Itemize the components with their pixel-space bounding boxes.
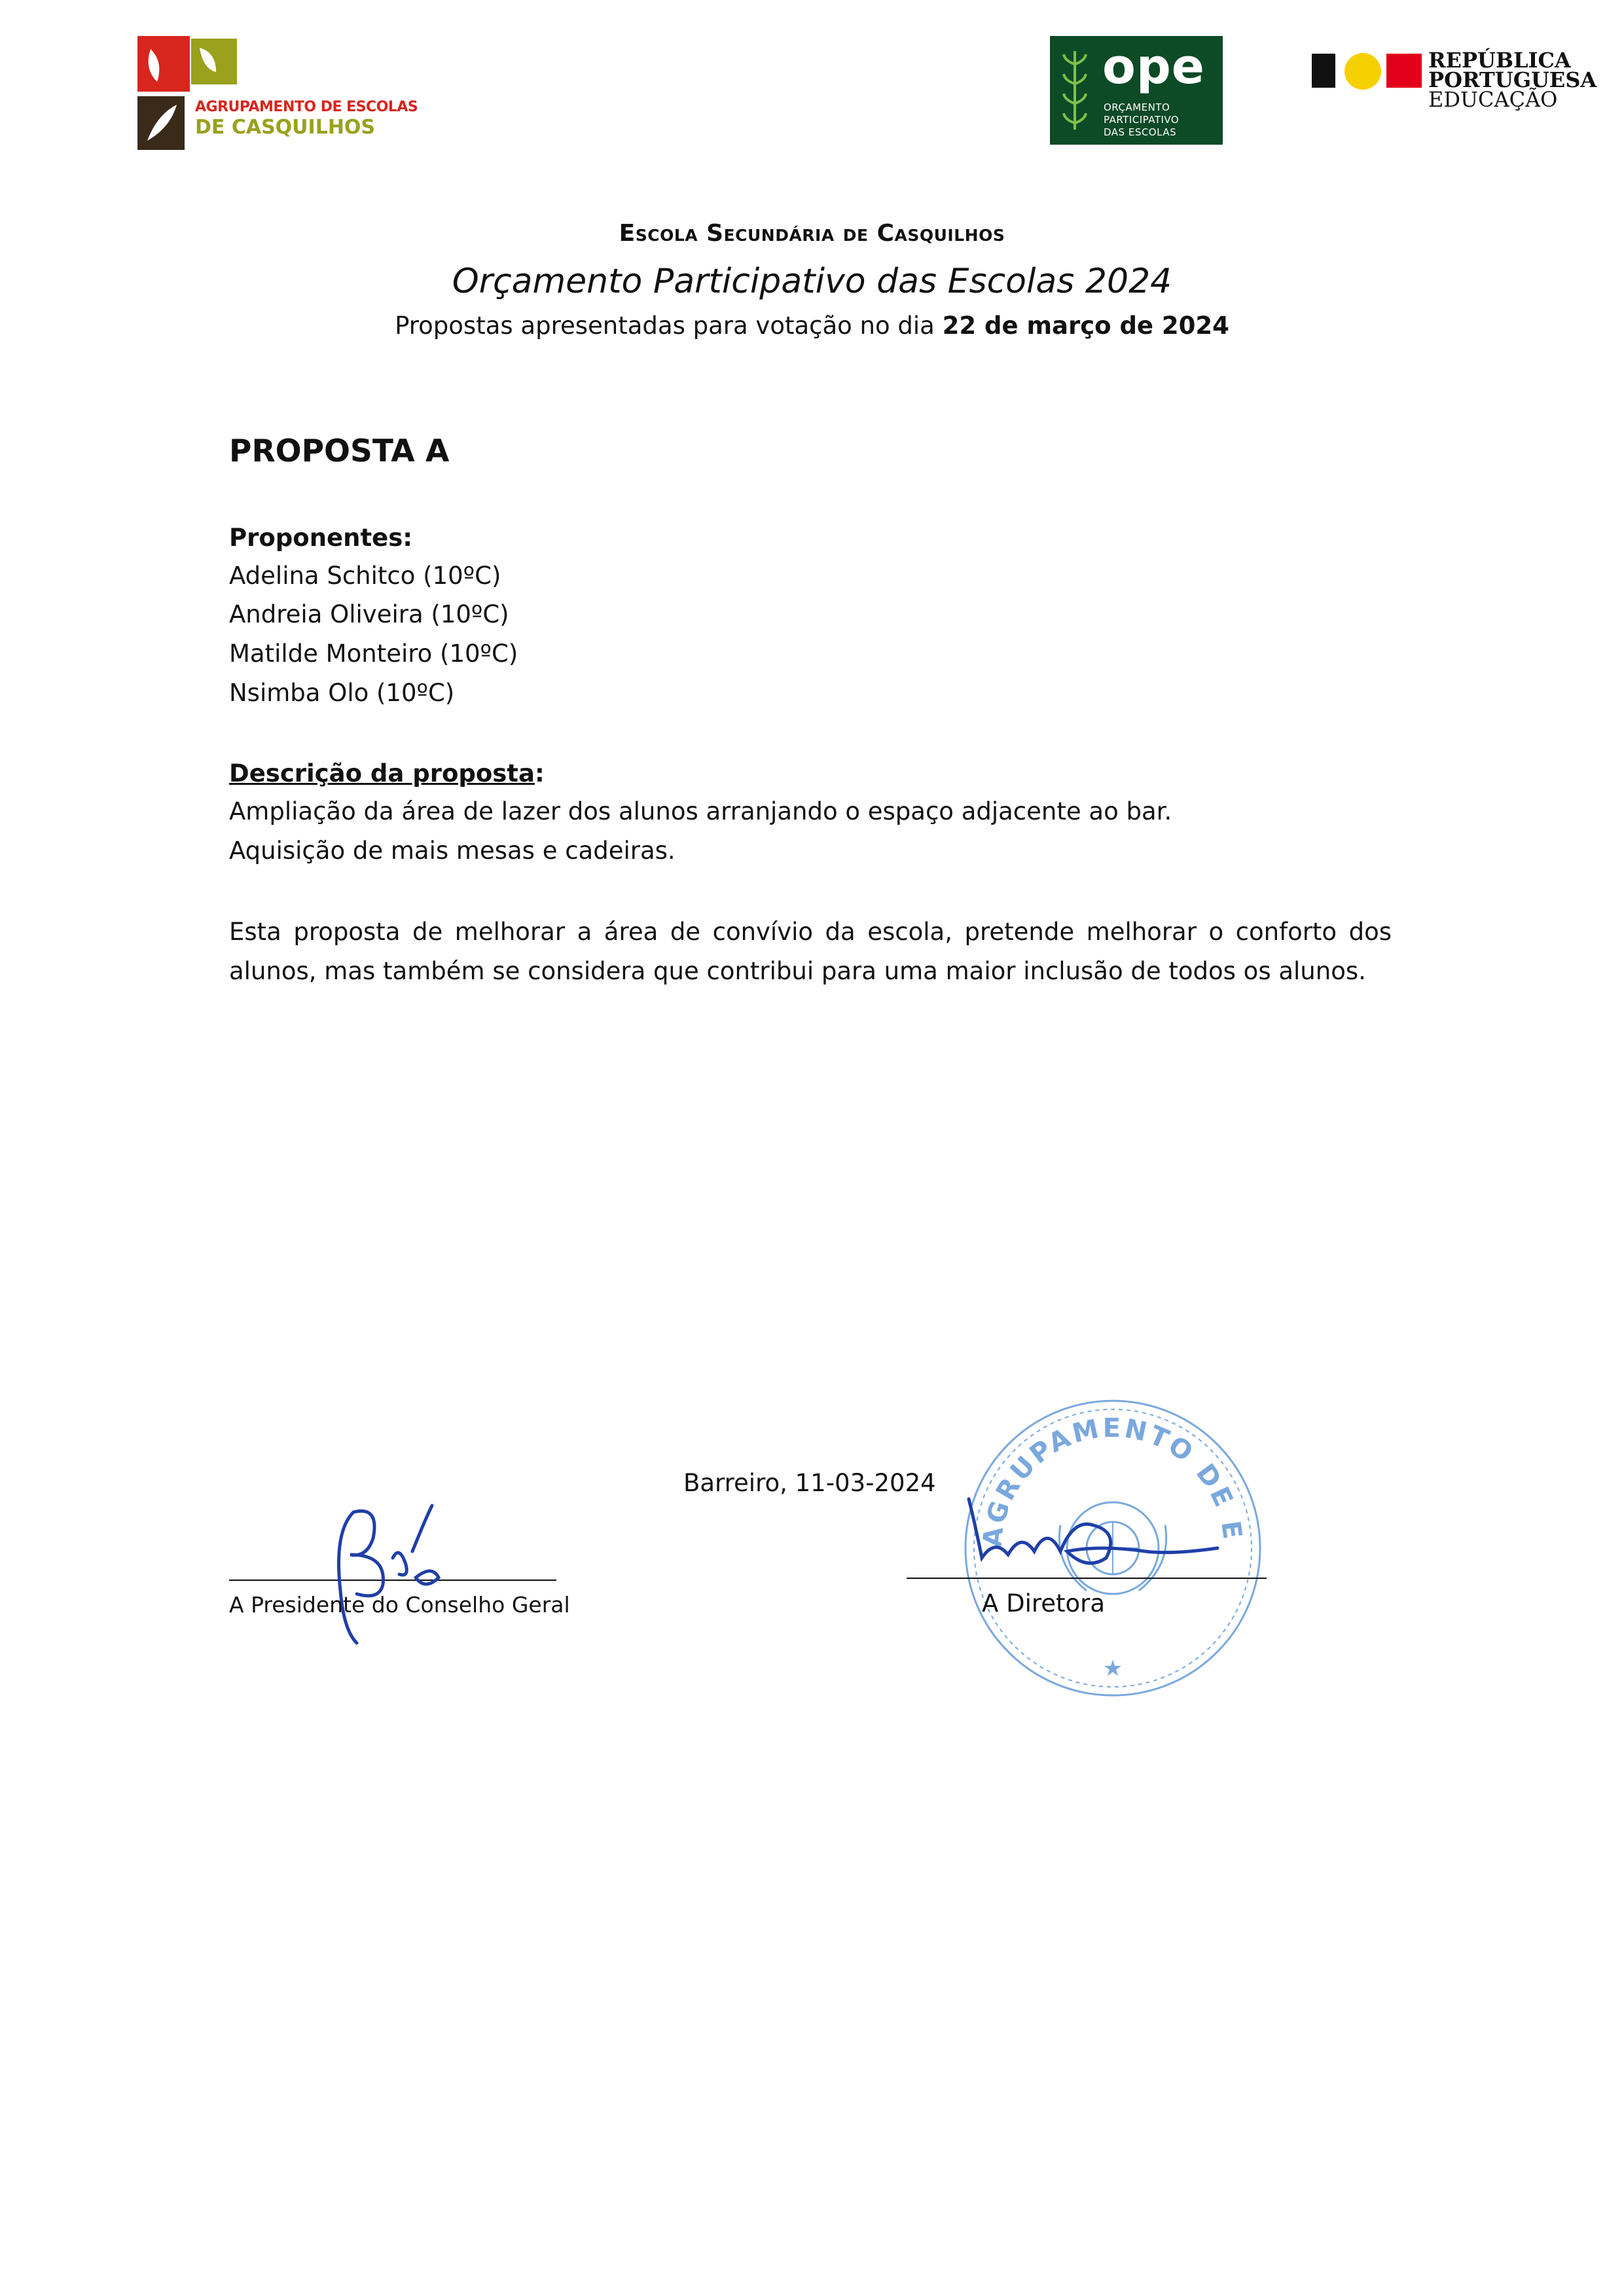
ope-logo-line1: ORÇAMENTO bbox=[1104, 101, 1170, 113]
agrupamento-logo bbox=[137, 36, 418, 154]
school-name: Escola Secundária de Casquilhos bbox=[619, 220, 1005, 247]
republica-portuguesa-logo bbox=[1312, 48, 1597, 115]
agrupamento-logo-line1: AGRUPAMENTO DE ESCOLAS bbox=[195, 99, 418, 115]
president-signature bbox=[327, 1492, 445, 1650]
proposal-title: PROPOSTA A bbox=[229, 433, 450, 469]
ope-logo-mark: ope bbox=[1102, 39, 1205, 95]
stamp-text: AGRUPAMENTO DE E bbox=[977, 1413, 1248, 1549]
description-paragraph: Esta proposta de melhorar a área de convívio da escola, pretende melhorar o conforto dos alunos, mas também se considera que contribui para uma maior inclusão de todos os alunos. bbox=[229, 918, 1392, 985]
description-heading-text: Descrição da proposta bbox=[229, 759, 535, 787]
proponent-item: Andreia Oliveira (10ºC) bbox=[229, 600, 509, 628]
description-line: Ampliação da área de lazer dos alunos arranjando o espaço adjacente ao bar. bbox=[229, 797, 1172, 825]
director-label: A Diretora bbox=[982, 1589, 1106, 1617]
republica-flag-icon bbox=[1312, 52, 1423, 92]
agrupamento-logo-line2: DE CASQUILHOS bbox=[195, 116, 376, 139]
republica-line2: PORTUGUESA bbox=[1428, 67, 1597, 92]
svg-text:★: ★ bbox=[1102, 1655, 1123, 1682]
ope-logo bbox=[1050, 36, 1223, 145]
ope-logo-line3: DAS ESCOLAS bbox=[1104, 126, 1177, 138]
proponent-item: Adelina Schitco (10ºC) bbox=[229, 562, 501, 590]
republica-line3: EDUCAÇÃO bbox=[1428, 87, 1558, 112]
proponent-item: Nsimba Olo (10ºC) bbox=[229, 679, 455, 707]
description-heading-colon: : bbox=[534, 759, 545, 787]
program-title: Orçamento Participativo das Escolas 2024 bbox=[452, 262, 1172, 301]
ope-leaves-icon bbox=[1062, 48, 1088, 133]
place-date: Barreiro, 11-03-2024 bbox=[683, 1469, 936, 1497]
republica-line1: REPÚBLICA bbox=[1428, 48, 1571, 73]
handwritten-signature-icon bbox=[956, 1486, 1231, 1591]
president-label: A Presidente do Conselho Geral bbox=[229, 1592, 570, 1617]
votes-date: 22 de março de 2024 bbox=[942, 312, 1229, 340]
description-heading bbox=[229, 759, 545, 787]
handwritten-signature-icon bbox=[327, 1492, 445, 1650]
ope-logo-line2: PARTICIPATIVO bbox=[1104, 114, 1180, 126]
proponent-item: Matilde Monteiro (10ºC) bbox=[229, 640, 518, 668]
director-signature bbox=[956, 1486, 1231, 1591]
votes-line-prefix: Propostas apresentadas para votação no dia bbox=[395, 312, 943, 340]
proponents-heading: Proponentes: bbox=[229, 524, 413, 552]
description-line: Aquisição de mais mesas e cadeiras. bbox=[229, 837, 676, 865]
votes-date-line bbox=[0, 312, 1624, 340]
